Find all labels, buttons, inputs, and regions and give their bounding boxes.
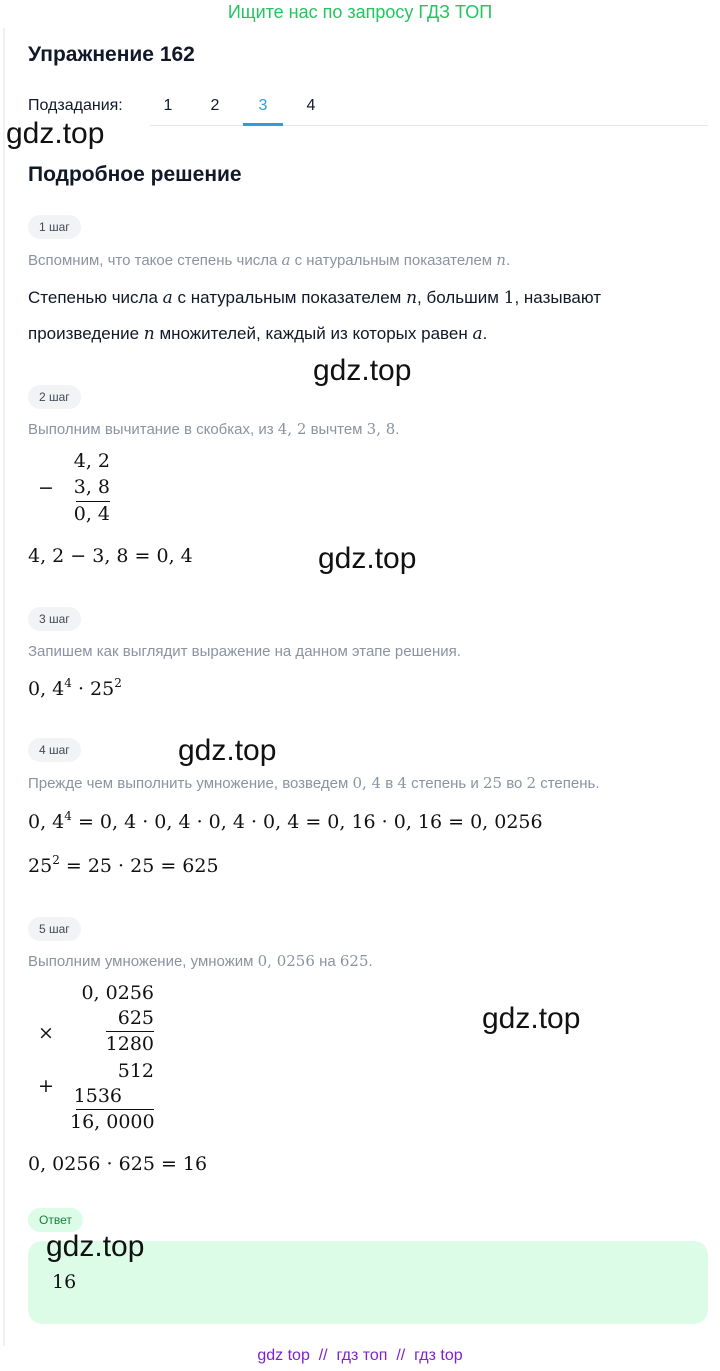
tab-subtask-1[interactable]: 1 — [163, 97, 173, 114]
minus-sign: − — [38, 477, 54, 499]
watermark: gdz.top — [318, 542, 417, 575]
footer-separator: // — [318, 1347, 328, 1364]
step-1-chip: 1 шаг — [28, 215, 81, 239]
step-1-definition-line-2: произведение n множителей, каждый из которых равен a. — [28, 324, 488, 344]
answer-chip: Ответ — [28, 1208, 83, 1232]
active-tab-indicator — [243, 123, 283, 126]
footer-links — [0, 1346, 720, 1366]
step-2-hint: Выполним вычитание в скобках, из 4, 2 вычтем 3, 8. — [28, 420, 400, 438]
multiplicand: 0, 0256 — [81, 982, 154, 1004]
step-5-result: 0, 0256 · 625 = 16 — [28, 1153, 208, 1175]
subtasks-label: Подзадания: — [28, 97, 123, 114]
plus-sign: + — [38, 1075, 54, 1097]
step-3-hint: Запишем как выглядит выражение на данном этапе решения. — [28, 643, 461, 660]
watermark: gdz.top — [482, 1002, 581, 1035]
tabs-divider — [150, 125, 708, 126]
step-5-chip: 5 шаг — [28, 917, 81, 941]
section-title: Подробное решение — [28, 163, 242, 186]
step-3-expression: 0, $4^4 \cdot 25^2$ — [28, 676, 122, 700]
multiplier: 625 — [117, 1007, 154, 1029]
top-banner: Ищите нас по запросу ГДЗ ТОП — [227, 2, 493, 22]
footer-separator: // — [396, 1347, 406, 1364]
watermark: gdz.top — [46, 1230, 145, 1263]
step-3-chip: 3 шаг — [28, 607, 81, 631]
footer-link-gdz-top-mixed[interactable]: гдз top — [414, 1347, 463, 1364]
subtrahend: 3, 8 — [73, 476, 110, 498]
step-2-result: 4, 2 − 3, 8 = 0, 4 — [28, 545, 193, 567]
page-title: Упражнение 162 — [28, 43, 195, 66]
step-1-definition-line-1: Степенью числа a с натуральным показателем n, большим 1, называют — [28, 288, 602, 308]
watermark: gdz.top — [313, 354, 412, 387]
step-5-hint: Выполним умножение, умножим 0, 0256 на 625. — [28, 952, 373, 970]
partial-product-1: 1280 — [105, 1033, 154, 1055]
answer-value: 16 — [52, 1271, 77, 1293]
partial-product-2: 512 — [117, 1060, 154, 1082]
tab-subtask-4[interactable]: 4 — [306, 97, 316, 114]
watermark: gdz.top — [178, 734, 277, 767]
times-sign: × — [38, 1022, 54, 1044]
difference: 0, 4 — [73, 503, 110, 525]
footer-link-gdz-top-ru[interactable]: гдз топ — [336, 1347, 388, 1364]
step-4-equation-2: $25^2 = 25 \cdot 25 = 625$ — [28, 853, 219, 877]
product: 16, 0000 — [70, 1111, 155, 1133]
step-4-equation-1: 0, $4^4 = 0$, 4 · 0, 4 · 0, 4 · 0, 4 = 0, 16 · 0, 16 = 0, 0256 — [28, 809, 543, 833]
step-1-hint: Вспомним, что такое степень числа a с натуральным показателем n. — [28, 251, 511, 269]
footer-link-gdz-top[interactable]: gdz top — [257, 1347, 310, 1364]
left-divider — [3, 28, 5, 1346]
watermark: gdz.top — [6, 117, 105, 150]
tab-subtask-2[interactable]: 2 — [210, 97, 220, 114]
partial-product-3: 1536 — [73, 1085, 122, 1107]
step-4-chip: 4 шаг — [28, 738, 81, 762]
step-4-hint: Прежде чем выполнить умножение, возведем 0, 4 в 4 степень и 25 во 2 степень. — [28, 774, 600, 792]
minuend: 4, 2 — [73, 450, 110, 472]
tab-subtask-3[interactable]: 3 — [258, 97, 268, 114]
step-2-chip: 2 шаг — [28, 385, 81, 409]
